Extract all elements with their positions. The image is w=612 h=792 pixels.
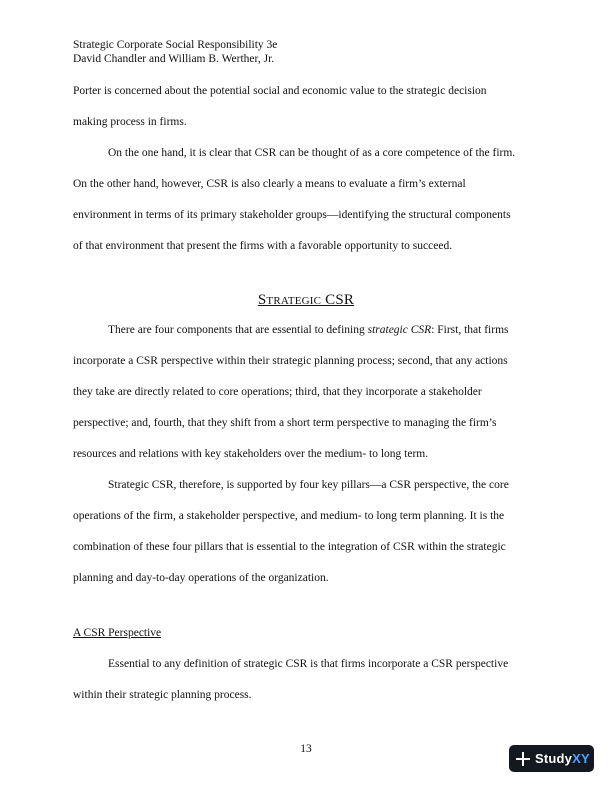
para3-line-5: resources and relations with key stakeholders over the medium- to long term.: [73, 448, 429, 460]
page-number: 13: [300, 743, 312, 755]
section-heading: Strategic CSR: [257, 292, 355, 308]
para3-line-3: they take are directly related to core operations; third, that they incorporate a stakeholder: [73, 386, 482, 398]
para5-line-1: Essential to any definition of strategic CSR is that firms incorporate a CSR perspective: [108, 658, 509, 670]
intro-line-1: Porter is concerned about the potential social and economic value to the strategic decision: [73, 85, 487, 97]
watermark-brand-accent: XY: [572, 751, 590, 766]
para4-line-3: combination of these four pillars that is essential to the integration of CSR within the strategic: [73, 541, 506, 553]
para2-line-3: environment in terms of its primary stakeholder groups—identifying the structural components: [73, 209, 511, 221]
plus-icon: [516, 752, 530, 766]
para3-emphasis: strategic CSR: [367, 324, 432, 336]
para3-line-1-end: : First, that firms: [431, 324, 509, 336]
para4-line-2: operations of the firm, a stakeholder perspective, and medium- to long term planning. It is the: [73, 510, 505, 522]
para4-line-1: Strategic CSR, therefore, is supported by four key pillars—a CSR perspective, the core: [108, 479, 509, 491]
watermark-brand-main: Study: [535, 751, 573, 766]
para3-line-1: [108, 323, 509, 337]
intro-line-2: making process in firms.: [73, 116, 187, 128]
studyxy-watermark: [509, 745, 594, 772]
header-authors: David Chandler and William B. Werther, Jr.: [73, 53, 275, 65]
para3-line-1-start: There are four components that are essential to defining: [108, 324, 368, 336]
running-header: [73, 38, 277, 66]
subsection-heading: A CSR Perspective: [73, 627, 162, 639]
watermark-brand: [535, 751, 590, 766]
para4-line-4: planning and day-to-day operations of the organization.: [73, 572, 329, 584]
para2-line-1: On the one hand, it is clear that CSR can be thought of as a core competence of the firm.: [108, 147, 516, 159]
para3-line-2: incorporate a CSR perspective within their strategic planning process; second, that any actions: [73, 355, 508, 367]
para3-line-4: perspective; and, fourth, that they shift from a short term perspective to managing the firm’s: [73, 417, 497, 429]
para2-line-4: of that environment that present the firms with a favorable opportunity to succeed.: [73, 240, 453, 252]
header-book-title: Strategic Corporate Social Responsibility 3e: [73, 39, 278, 51]
para5-line-2: within their strategic planning process.: [73, 689, 252, 701]
para2-line-2: On the other hand, however, CSR is also clearly a means to evaluate a firm’s external: [73, 178, 466, 190]
